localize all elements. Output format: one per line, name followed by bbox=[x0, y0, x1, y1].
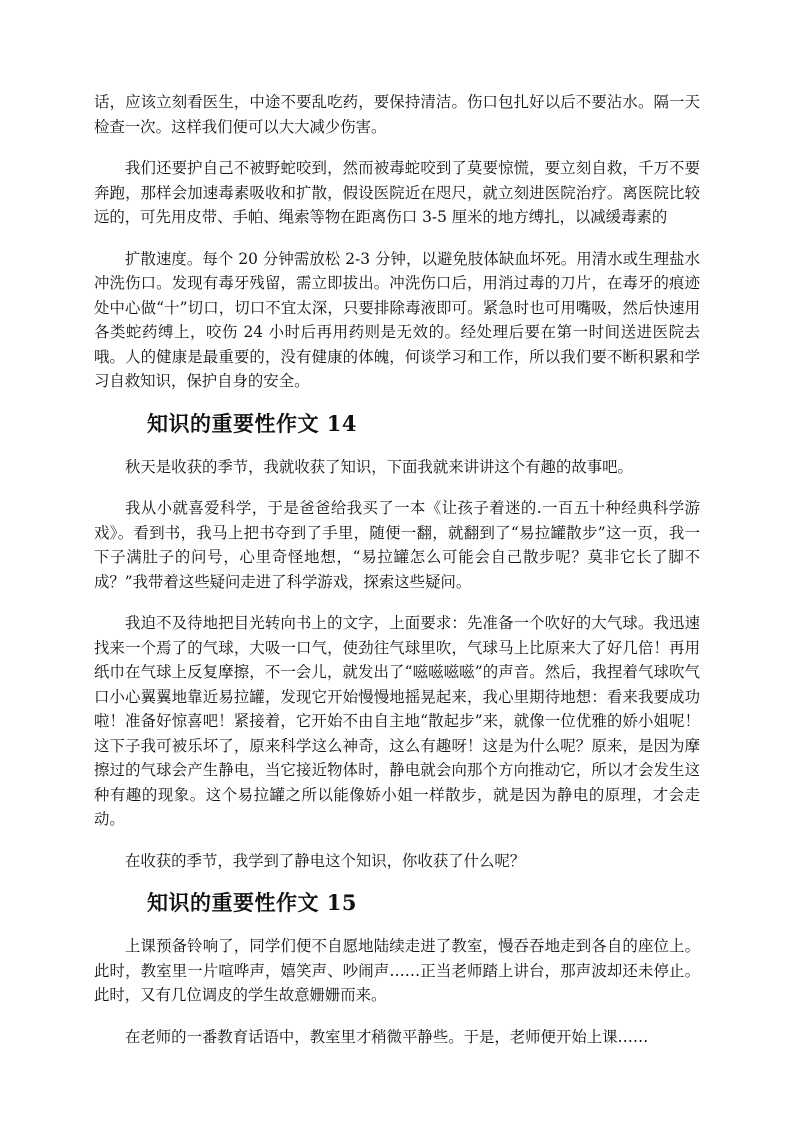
document-page bbox=[94, 90, 700, 1049]
paragraph-class-bell: 上课预备铃响了，同学们便不自愿地陆续走进了教室，慢吞吞地走到各自的座位上。此时，教室里一片喧哗声，嬉笑声、吵闹声……正当老师踏上讲台，那声波却还未停止。此时，又有几位调皮的学生故意姗姗而来。 bbox=[94, 937, 700, 1004]
paragraph-experiment: 我迫不及待地把目光转向书上的文字，上面要求：先准备一个吹好的大气球。我迅速找来一个焉了的气球，大吸一口气，使劲往气球里吹，气球马上比原来大了好几倍！再用纸巾在气球上反复摩擦，不一会儿，就发出了“嗞嗞嗞嗞”的声音。然后，我捏着气球吹气口小心翼翼地靠近易拉罐，发现它开始慢慢地摇晃起来，我心里期待地想：看来我要成功啦！准备好惊喜吧！紧接着，它开始不由自主地“散起步”来，就像一位优雅的娇小姐呢！这下子我可被乐坏了，原来科学这么神奇，这么有趣呀！这是为什么呢？原来，是因为摩擦过的气球会产生静电，当它接近物体时，静电就会向那个方向推动它，所以才会发生这种有趣的现象。这个易拉罐之所以能像娇小姐一样散步，就是因为静电的原理，才会走动。 bbox=[94, 614, 700, 828]
paragraph-snake-bite: 我们还要护自己不被野蛇咬到，然而被毒蛇咬到了莫要惊慌，要立刻自救，千万不要奔跑，那样会加速毒素吸收和扩散，假设医院近在咫尺，就立刻进医院治疗。离医院比较远的，可先用皮带、手帕、绳索等物在距离伤口 3-5 厘米的地方缚扎，以减缓毒素的 bbox=[94, 159, 700, 226]
paragraph-first-aid: 扩散速度。每个 20 分钟需放松 2-3 分钟，以避免肢体缺血坏死。用清水或生理盐水冲洗伤口。发现有毒牙残留，需立即拔出。冲洗伤口后，用消过毒的刀片，在毒牙的痕迹处中心做“十”切口，切口不宜太深，只要排除毒液即可。紧急时也可用嘴吸，然后快速用各类蛇药缚上，咬伤 24 小时后再用药则是无效的。经处理后要在第一时间送进医院去哦。人的健康是最重要的，没有健康的体魄，何谈学习和工作，所以我们要不断积累和学习自救知识，保护自身的安全。 bbox=[94, 249, 700, 390]
paragraph-science-book: 我从小就喜爱科学，于是爸爸给我买了一本《让孩子着迷的.一百五十种经典科学游戏》。看到书，我马上把书夺到了手里，随便一翻，就翻到了“易拉罐散步”这一页，我一下子满肚子的问号，心里奇怪地想，“易拉罐怎么可能会自己散步呢？莫非它长了脚不成？”我带着这些疑问走进了科学游戏，探索这些疑问。 bbox=[94, 499, 700, 591]
paragraph-conclusion: 在收获的季节，我学到了静电这个知识，你收获了什么呢？ bbox=[125, 851, 526, 870]
paragraph-class-start: 在老师的一番教育话语中，教室里才稍微平静些。于是，老师便开始上课…… bbox=[125, 1027, 649, 1046]
paragraph-autumn: 秋天是收获的季节，我就收获了知识，下面我就来讲讲这个有趣的故事吧。 bbox=[125, 457, 633, 476]
section-heading-15: 知识的重要性作文 15 bbox=[147, 890, 358, 915]
paragraph-continued: 话，应该立刻看医生，中途不要乱吃药，要保持清洁。伤口包扎好以后不要沾水。隔一天检查一次。这样我们便可以大大减少伤害。 bbox=[94, 93, 700, 136]
section-heading-14: 知识的重要性作文 14 bbox=[147, 410, 358, 436]
